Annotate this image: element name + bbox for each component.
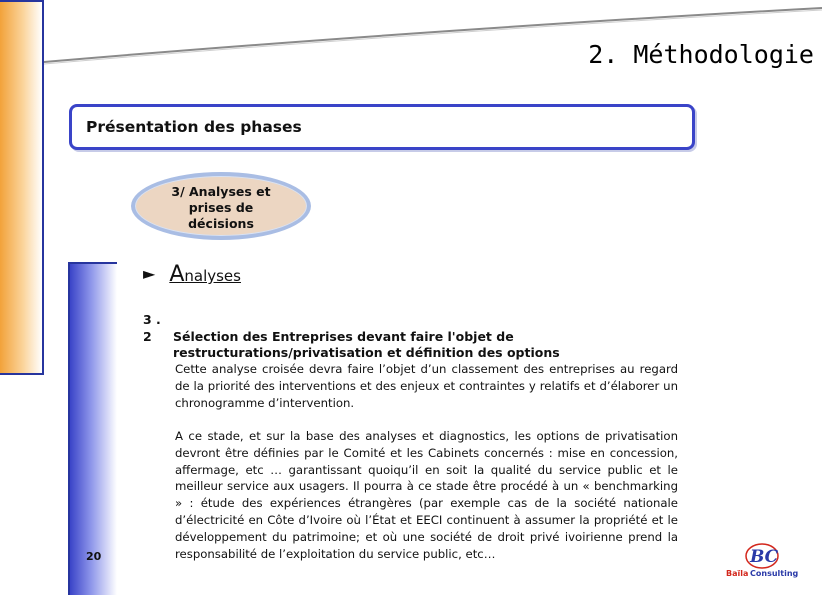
paragraph-2: A ce stade, et sur la base des analyses et diagnostics, les options de privatisation devront être définies par le Comité et les Cabinets concernés : mise en concession, affermage, etc … garantissant quoiqu’il en soit la qualité du service public et le meilleur service aux usagers. Il pourra à ce stade être procédé à un « benchmarking » : étude des expériences étrangères (par exemple cas de la société nationale d’électricité en Côte d’Ivoire où l’État et EECI continuent à assumer la propriété et le développement du patrimoine; et où une société de droit privé ivoirienne prend la responsabilité de l’exploitation du service public, etc… (175, 429, 678, 561)
slide-title: 2. Méthodologie (588, 40, 814, 69)
analyses-rest: nalyses (184, 267, 241, 285)
section-number: 3 . 2 (143, 312, 161, 344)
section-heading (143, 312, 703, 362)
phase-oval-text: 3/ Analyses et prises de décisions (171, 184, 271, 231)
phase-header-label: Présentation des phases (86, 118, 302, 136)
logo-initials: BC (750, 547, 779, 567)
decorative-blue-bar (68, 262, 117, 595)
logo-name-2: Consulting (750, 569, 799, 578)
analyses-heading (143, 262, 241, 287)
company-logo (724, 540, 800, 582)
phase-header-box (69, 104, 695, 150)
phase-oval (131, 172, 311, 240)
section-title: Sélection des Entreprises devant faire l'objet de restructurations/privatisation et définition des options (173, 328, 560, 360)
logo-name-1: Baïla (726, 569, 749, 578)
arrow-right-icon: ► (143, 264, 156, 283)
analyses-initial: A (169, 262, 185, 287)
page-number: 20 (86, 550, 102, 563)
paragraph-1: Cette analyse croisée devra faire l’objet d’un classement des entreprises au regard de la priorité des interventions et des enjeux et contraintes y relatifs et d’élaborer un chronogramme d’intervention. (175, 362, 678, 410)
